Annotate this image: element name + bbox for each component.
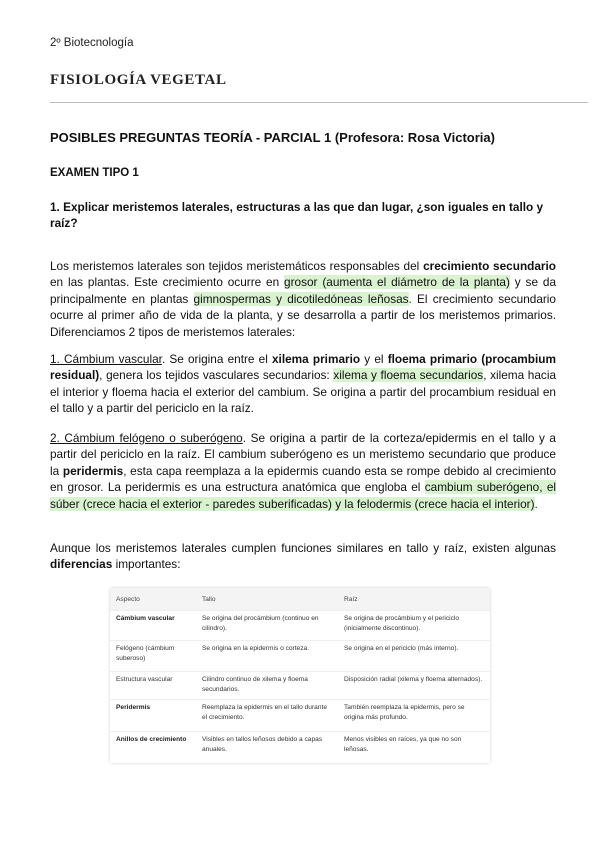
text-run: en las plantas. Este crecimiento ocurre en: [50, 275, 285, 290]
text-run: , genera los tejidos vasculares secundarios:: [99, 368, 334, 383]
table-cell: Se origina en el periciclo (más interno).: [338, 641, 490, 672]
highlighted-text: xilema y floema secundarios: [333, 368, 484, 383]
header-divider: [50, 102, 588, 103]
table-cell: Estructura vascular: [110, 672, 196, 700]
column-header: Aspecto: [110, 588, 196, 611]
table-cell: Reemplaza la epidermis en el tallo durante el crecimiento.: [196, 700, 338, 732]
paragraph-cambium-felogeno: [50, 430, 556, 512]
highlighted-text: grosor (aumenta el diámetro de la planta): [284, 275, 510, 290]
table-row: [110, 700, 490, 732]
underlined-heading: 1. Cámbium vascular: [50, 352, 162, 366]
table-cell: Peridermis: [110, 700, 196, 732]
paragraph-intro: [50, 258, 556, 340]
text-run: .: [534, 496, 538, 511]
text-run: , xilema hacia el interior y floema hacia el exterior del cambium. Se origina a partir del procambium residual en el tallo y a partir del periciclo en la raíz.: [50, 368, 557, 416]
highlighted-text: cambium suberógeno, el súber (crece hacia el exterior - paredes suberificadas) y la felodermis (crece hacia el interior): [50, 480, 556, 511]
text-run: Aunque los meristemos laterales cumplen funciones similares en tallo y raíz, existen algunas: [50, 541, 556, 555]
table-cell: Visibles en tallos leñosos debido a capas anuales.: [196, 732, 338, 765]
table-cell: Cilindro continuo de xilema y floema secundarios.: [196, 672, 338, 700]
table-cell: Disposición radial (xilema y floema alternados).: [338, 672, 490, 700]
underlined-heading: 2. Cámbium felógeno o suberógeno: [50, 431, 243, 445]
table-cell: Felógeno (cámbium suberoso): [110, 641, 196, 672]
bold-term: xilema primario: [271, 352, 361, 366]
comparison-table: [110, 588, 490, 764]
paragraph-cambium-vascular: [50, 351, 556, 417]
text-run: y el: [360, 352, 388, 366]
table-header-row: [110, 588, 490, 611]
table-row: [110, 641, 490, 672]
text-run: , esta capa reemplaza a la epidermis cuando esta se rompe debido al crecimiento en grosor. La peridermis es una estructura anatómica que engloba el: [50, 463, 557, 495]
table-row: [110, 732, 490, 765]
table-row: [110, 672, 490, 700]
bold-term: peridermis: [62, 463, 124, 478]
course-label: 2º Biotecnología: [50, 37, 134, 49]
paragraph-differences: [50, 540, 556, 573]
table-cell: Anillos de crecimiento: [110, 732, 196, 765]
question-heading: 1. Explicar meristemos laterales, estructuras a las que dan lugar, ¿son iguales en tallo y raíz?: [50, 200, 544, 230]
text-run: . Se origina a partir de la corteza/epidermis en el tallo y a partir del periciclo en la raíz. El cambium suberógeno es un meristemo secundario que produce la: [50, 431, 556, 478]
table-row: [110, 611, 490, 641]
table-cell: Cámbium vascular: [110, 611, 196, 641]
text-run: Los meristemos laterales son tejidos meristemáticos responsables del: [50, 259, 424, 273]
table-cell: Menos visibles en raíces, ya que no son leñosas.: [338, 732, 490, 765]
table-cell: Se origina en la epidermis o corteza.: [196, 641, 338, 672]
text-run: importantes:: [112, 557, 181, 572]
subject-title: FISIOLOGÍA VEGETAL: [50, 72, 227, 88]
exam-type-heading: EXAMEN TIPO 1: [50, 167, 139, 179]
comparison-table-card: [110, 588, 490, 763]
bold-term: diferencias: [50, 557, 113, 572]
table-cell: Se origina del procámbium (continuo en cilindro).: [196, 611, 338, 641]
bold-term: floema primario (procambium residual): [50, 352, 556, 383]
text-run: . El crecimiento secundario ocurre al primer año de vida de la planta, y se desarrolla a partir de los meristemos primarios. Diferenciamos 2 tipos de meristemos laterales:: [50, 291, 556, 339]
column-header: Tallo: [196, 588, 338, 611]
column-header: Raíz: [338, 588, 490, 611]
text-run: y se da principalmente en plantas: [50, 275, 556, 306]
page-title: POSIBLES PREGUNTAS TEORÍA - PARCIAL 1 (Profesora: Rosa Victoria): [50, 130, 495, 145]
text-run: . Se origina entre el: [161, 352, 272, 366]
bold-term: crecimiento secundario: [423, 259, 556, 273]
highlighted-text: gimnospermas y dicotiledóneas leñosas: [193, 291, 409, 306]
table-cell: También reemplaza la epidermis, pero se origina más profundo.: [338, 700, 490, 732]
table-cell: Se origina de procámbium y el periciclo (inicialmente discontinuo).: [338, 611, 490, 641]
